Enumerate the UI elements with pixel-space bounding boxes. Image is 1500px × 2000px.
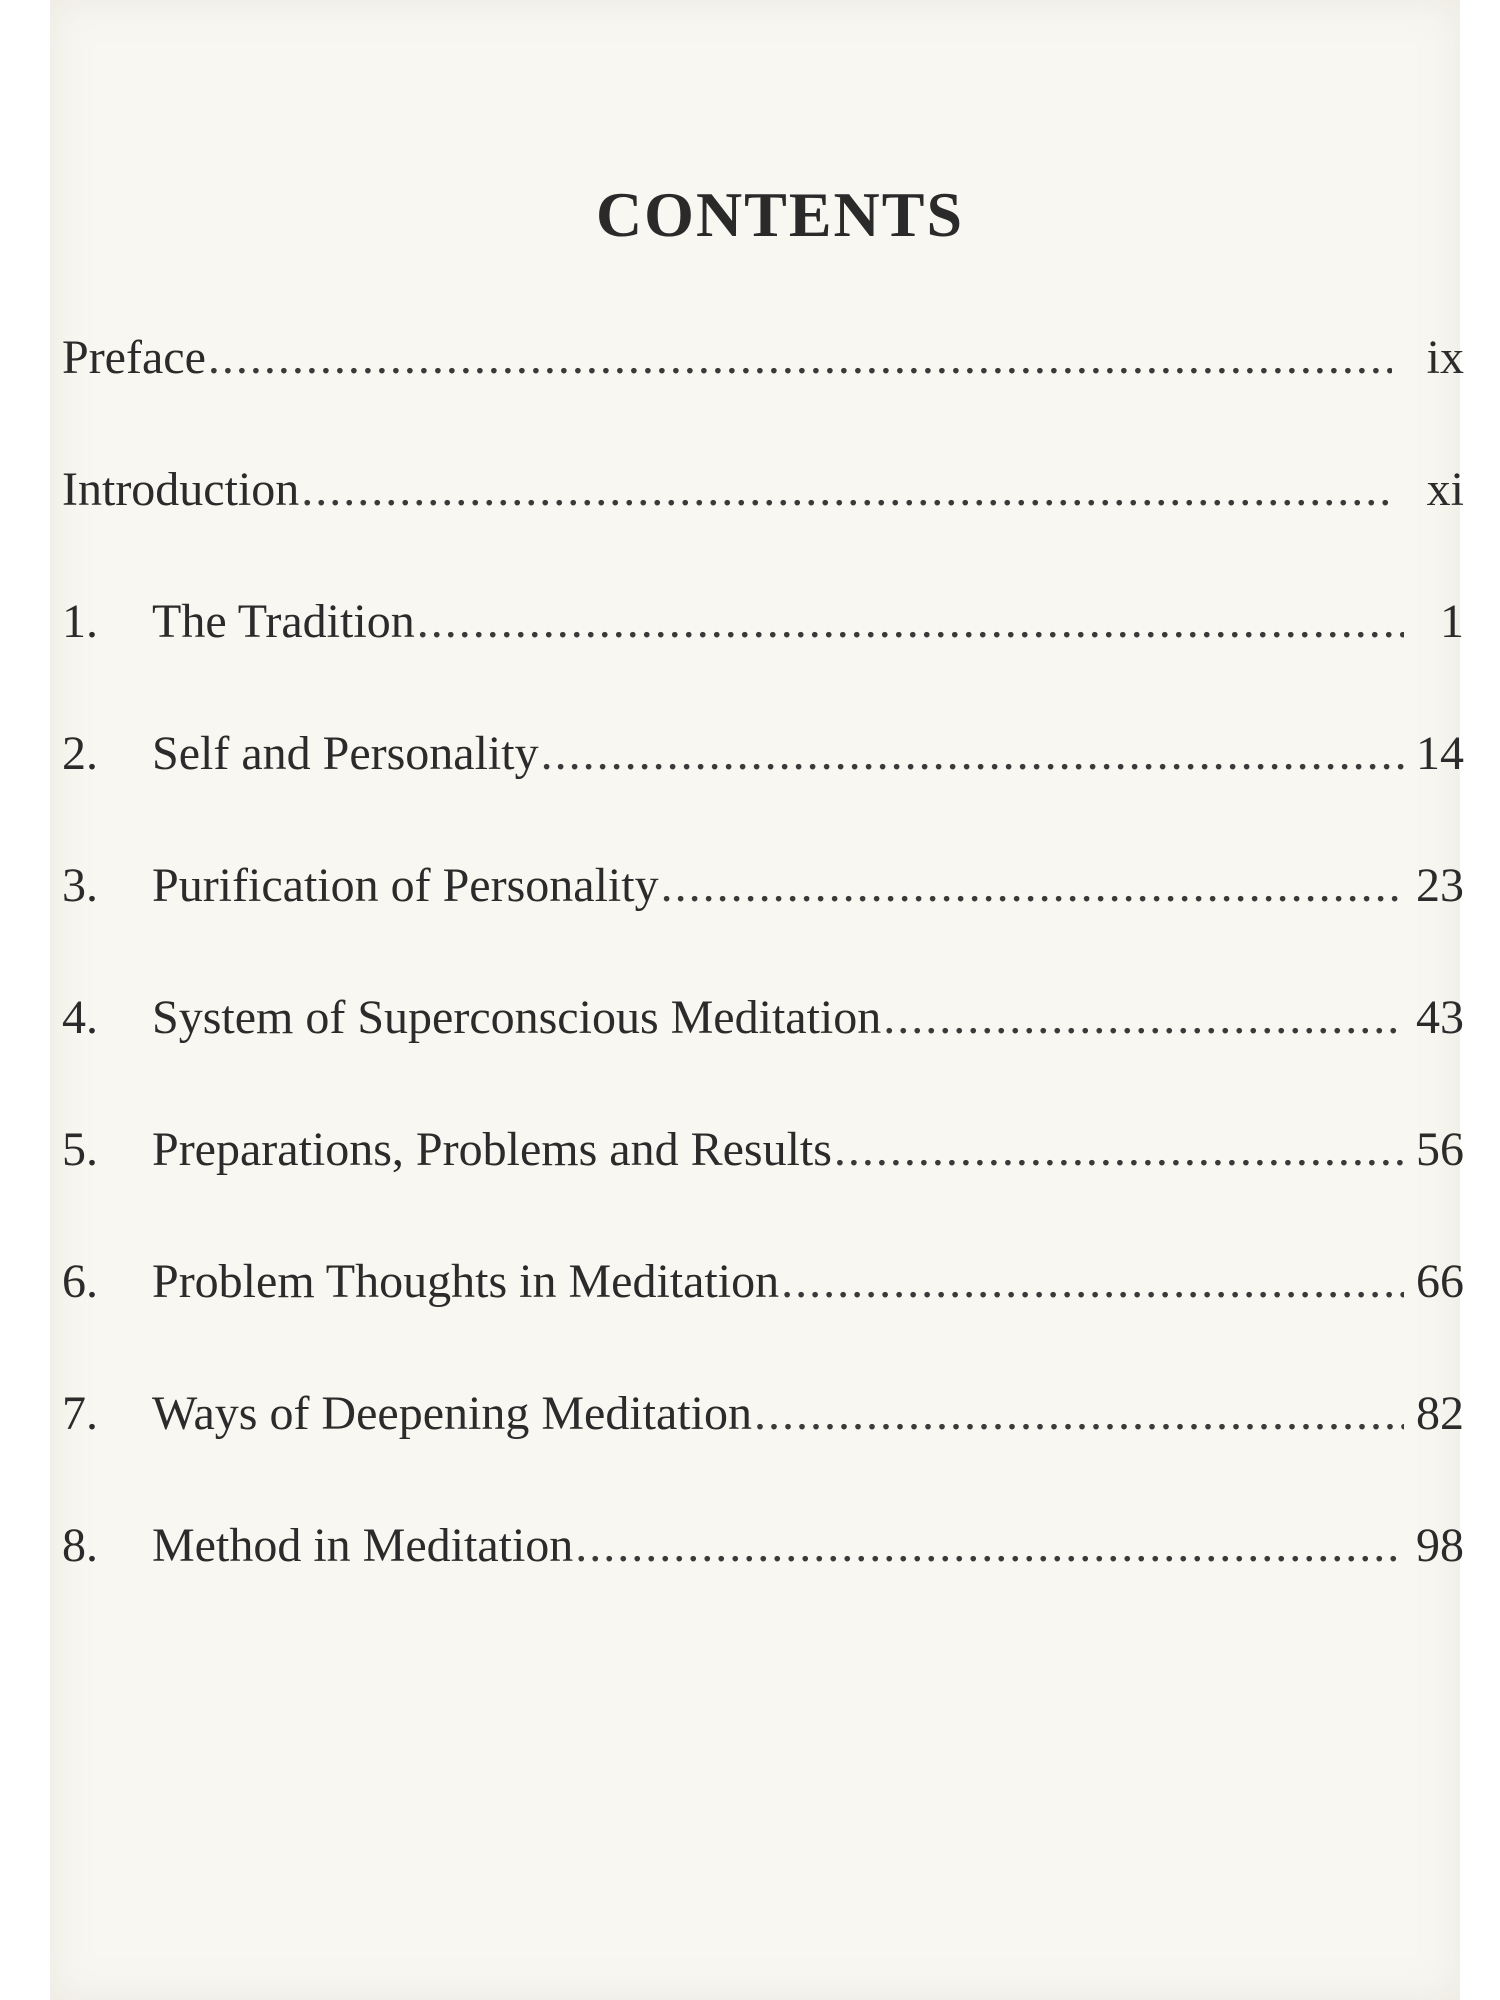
toc-entry-page: 14 (1416, 727, 1464, 780)
toc-entry-page: 43 (1416, 991, 1464, 1044)
dot-leader (883, 990, 1404, 1045)
toc-entry-number: 7. (62, 1387, 98, 1440)
toc-entry-number: 6. (62, 1255, 98, 1308)
toc-entry-page: 23 (1416, 859, 1464, 912)
dot-leader (301, 462, 1392, 517)
toc-entry-number: 5. (62, 1123, 98, 1176)
toc-entry-number: 3. (62, 859, 98, 912)
toc-entry-label: Introduction (62, 463, 300, 516)
toc-entry-label: Preparations, Problems and Results (152, 1123, 832, 1176)
toc-entry-chapter-6 (62, 1254, 1464, 1386)
toc-entry-number: 8. (62, 1519, 98, 1572)
toc-entry-chapter-7 (62, 1386, 1464, 1518)
toc-entry-page: 82 (1416, 1387, 1464, 1440)
toc-entry-introduction (62, 462, 1464, 594)
dot-leader (417, 594, 1404, 649)
toc-entry-preface (62, 330, 1464, 462)
toc-entry-label: Preface (62, 331, 206, 384)
toc-entry-label: System of Superconscious Meditation (152, 991, 882, 1044)
toc-entry-page: 56 (1416, 1123, 1464, 1176)
toc-entry-label: The Tradition (152, 595, 415, 648)
toc-entry-label: Problem Thoughts in Meditation (152, 1255, 780, 1308)
dot-leader (834, 1122, 1404, 1177)
dot-leader (781, 1254, 1404, 1309)
toc-entry-chapter-5 (62, 1122, 1464, 1254)
dot-leader (208, 330, 1392, 385)
dot-leader (661, 858, 1404, 913)
toc-entry-label: Purification of Personality (152, 859, 659, 912)
dot-leader (575, 1518, 1404, 1573)
toc-entry-chapter-8 (62, 1518, 1464, 1650)
toc-entry-page: 98 (1416, 1519, 1464, 1572)
toc-entry-page: xi (1426, 463, 1464, 516)
dot-leader (754, 1386, 1404, 1441)
toc-entry-label: Self and Personality (152, 727, 539, 780)
toc-entry-page: 66 (1416, 1255, 1464, 1308)
toc-entry-number: 4. (62, 991, 98, 1044)
toc-entry-page: 1 (1440, 595, 1464, 648)
toc-entry-number: 2. (62, 727, 98, 780)
toc-entry-label: Method in Meditation (152, 1519, 574, 1572)
toc-entry-label: Ways of Deepening Meditation (152, 1387, 752, 1440)
toc-entry-page: ix (1426, 331, 1464, 384)
toc-entry-chapter-4 (62, 990, 1464, 1122)
toc-entry-number: 1. (62, 595, 98, 648)
book-page (50, 0, 1464, 2000)
toc-entry-chapter-1 (62, 594, 1464, 726)
dot-leader (541, 726, 1404, 781)
toc-entry-chapter-2 (62, 726, 1464, 858)
toc-entry-chapter-3 (62, 858, 1464, 990)
contents-title: CONTENTS (595, 179, 965, 250)
table-of-contents (62, 330, 1464, 1650)
